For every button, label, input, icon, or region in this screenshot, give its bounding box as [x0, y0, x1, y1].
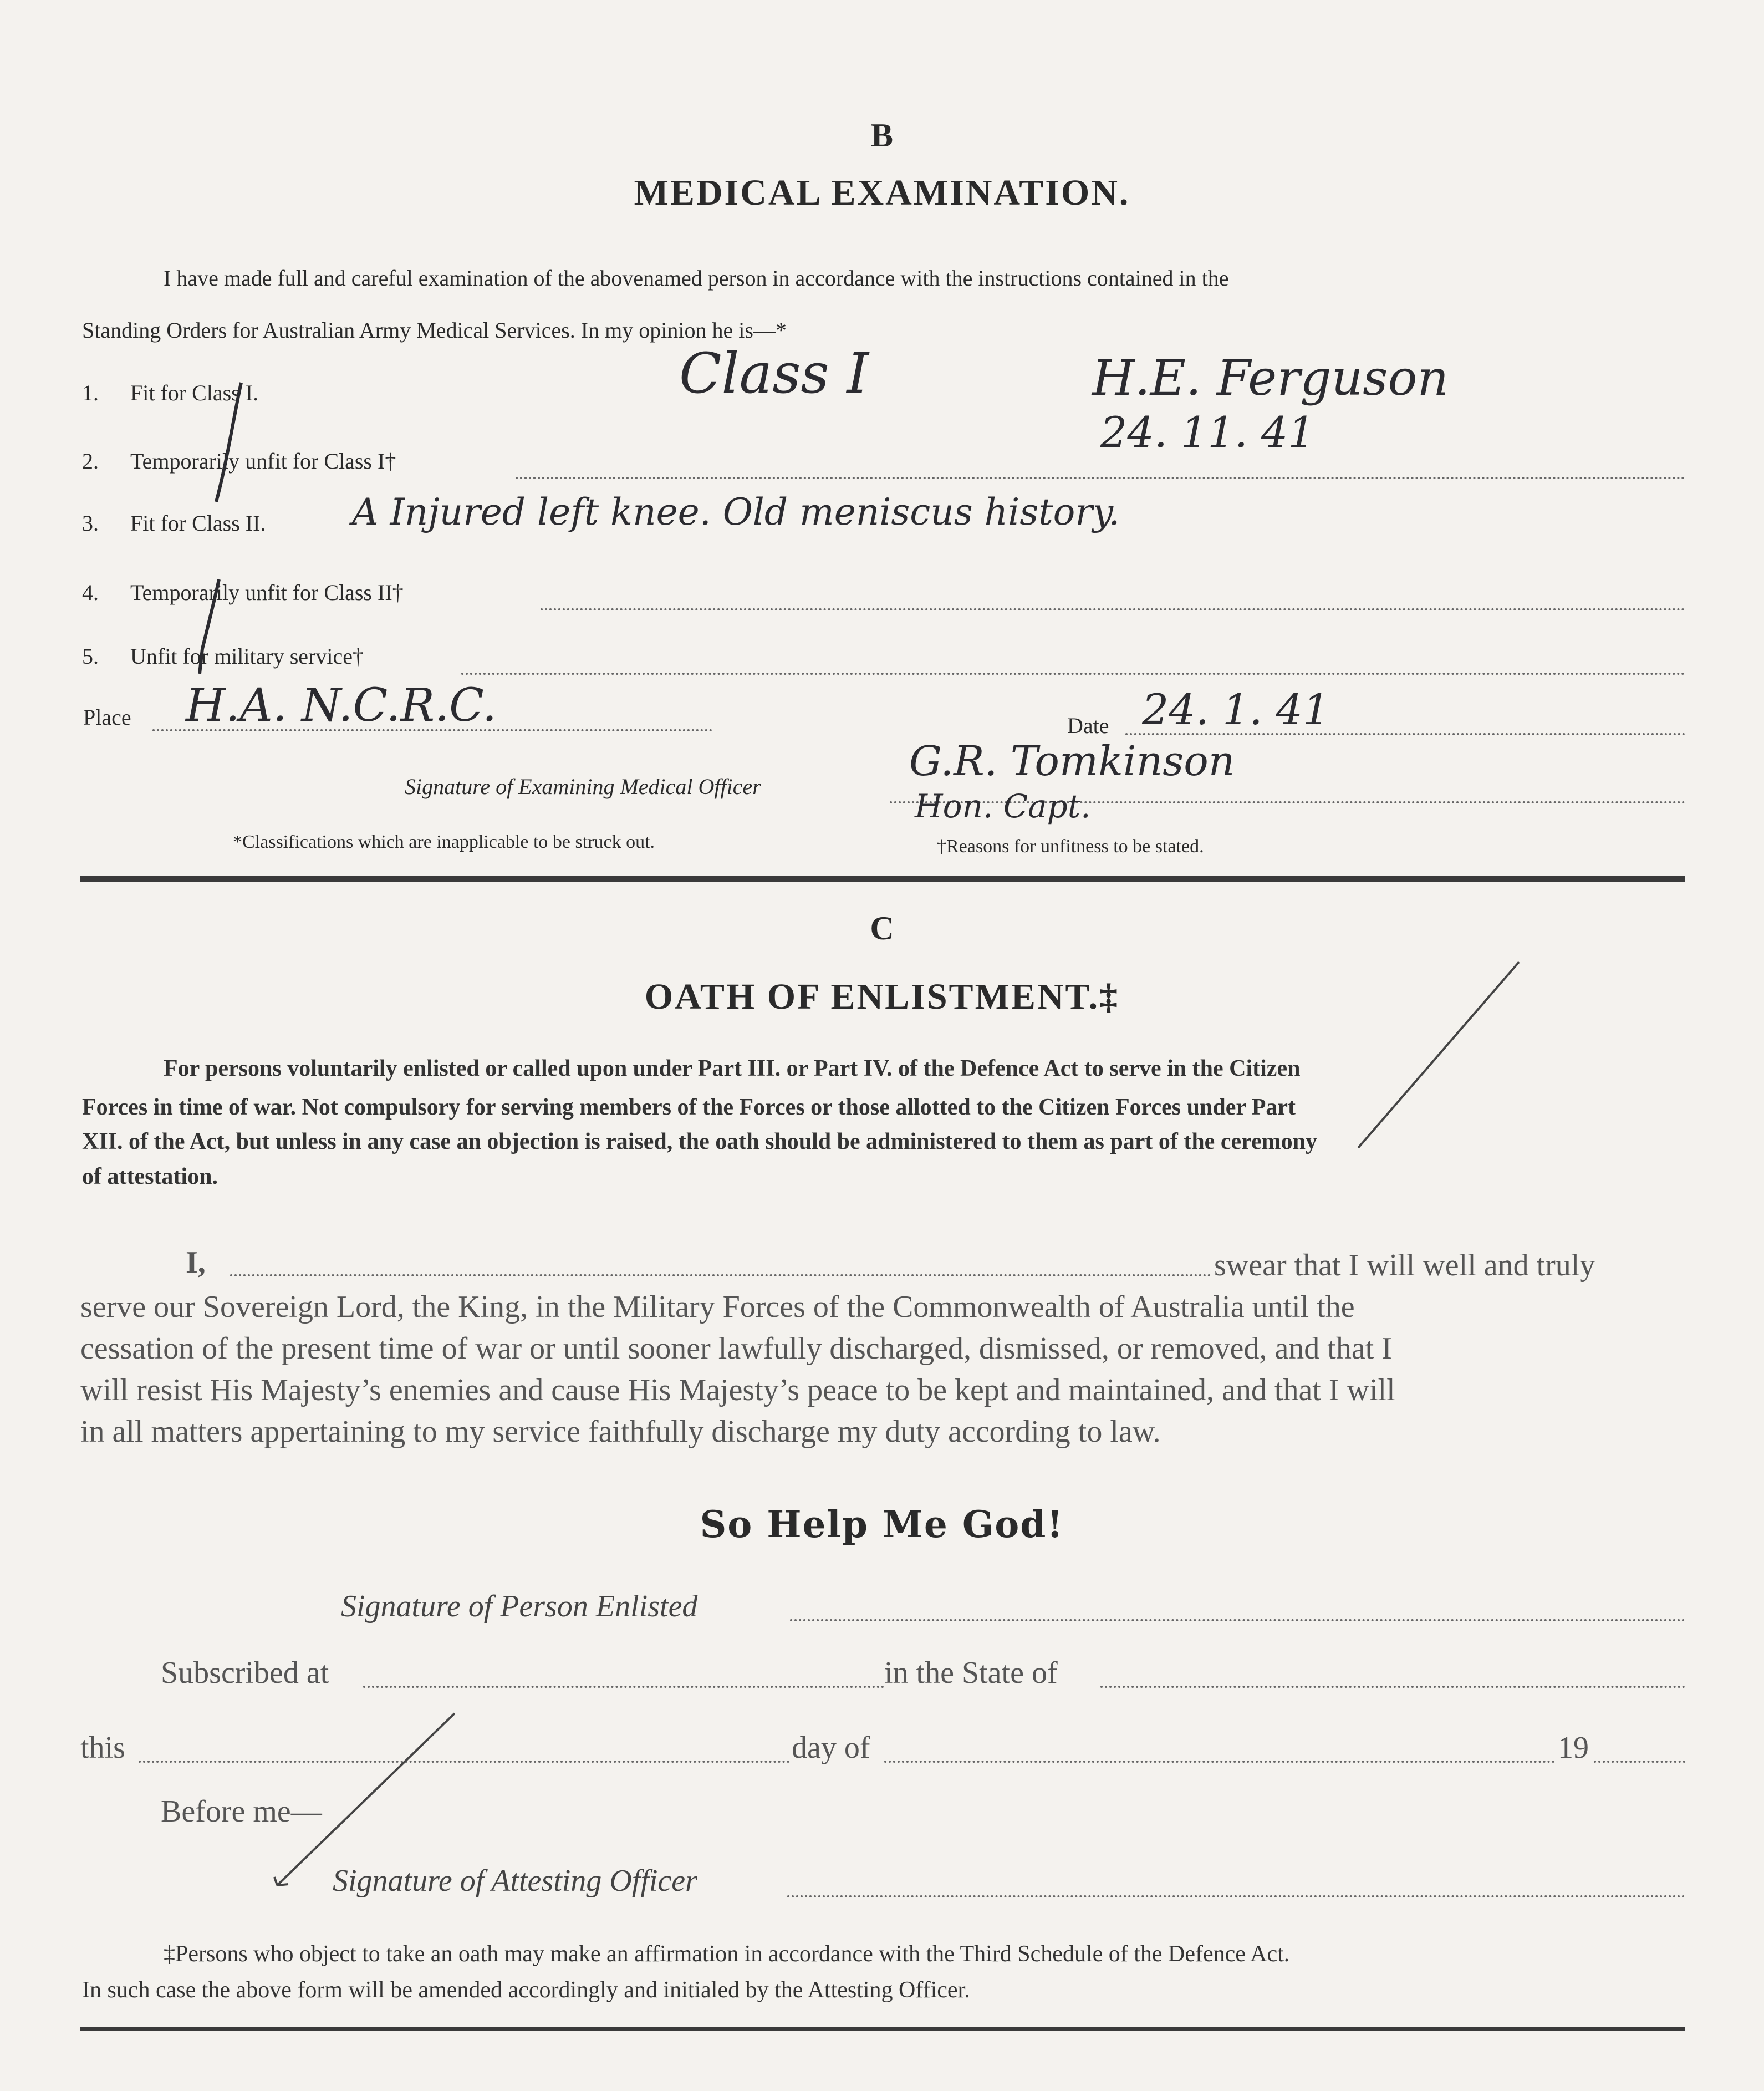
before-me-label: Before me— [161, 1794, 322, 1829]
section-c-intro-line2: Forces in time of war. Not compulsory for serving members of the Forces or those allotted to the Citizen Forces under Part [82, 1095, 1296, 1120]
footnote-classifications: *Classifications which are inapplicable to be struck out. [233, 832, 655, 852]
section-c-intro-line4: of attestation. [82, 1164, 218, 1189]
oath-line3: cessation of the present time of war or until sooner lawfully discharged, dismissed, or removed, and that I [80, 1331, 1392, 1366]
item-3-label: Fit for Class II. [130, 511, 266, 536]
examining-officer-signature-label: Signature of Examining Medical Officer [405, 774, 761, 799]
section-c-title: OATH OF ENLISTMENT.‡ [644, 976, 1120, 1017]
subscribed-at-label: Subscribed at [161, 1656, 329, 1690]
item-4-number: 4. [82, 580, 99, 605]
item-1-number: 1. [82, 380, 99, 405]
oath-line1-end: swear that I will well and truly [1214, 1248, 1595, 1283]
handwritten-date: 24. 1. 41 [1142, 685, 1330, 734]
person-enlisted-signature-label: Signature of Person Enlisted [341, 1589, 698, 1624]
affirmation-footnote-line2: In such case the above form will be amended accordingly and initialed by the Attesting Officer. [82, 1977, 970, 2003]
date-label: Date [1067, 713, 1109, 738]
handwritten-initials: H.E. Ferguson [1092, 349, 1449, 406]
item-2-number: 2. [82, 449, 99, 474]
section-c-intro-line3: XII. of the Act, but unless in any case an objection is raised, the oath should be administered to them as part of the ceremony [82, 1129, 1317, 1154]
item-5-number: 5. [82, 644, 99, 669]
item-1-label: Fit for Class I. [130, 380, 259, 405]
oath-i: I, [186, 1245, 206, 1280]
handwritten-officer-rank: Hon. Capt. [915, 787, 1091, 825]
section-b-title: MEDICAL EXAMINATION. [634, 172, 1130, 213]
so-help-me-god: So Help Me God! [700, 1503, 1064, 1546]
item-2-label: Temporarily unfit for Class I† [130, 449, 396, 474]
section-b-intro-line1: I have made full and careful examination of the abovenamed person in accordance with the instructions contained in the [164, 266, 1229, 291]
oath-line5: in all matters appertaining to my service faithfully discharge my duty according to law. [80, 1415, 1161, 1449]
section-c-intro-line1: For persons voluntarily enlisted or called upon under Part III. or Part IV. of the Defence Act to serve in the Citizen [164, 1056, 1301, 1081]
affirmation-footnote-line1: ‡Persons who object to take an oath may make an affirmation in accordance with the Third Schedule of the Defence Act. [164, 1941, 1290, 1967]
oath-line4: will resist His Majesty’s enemies and cause His Majesty’s peace to be kept and maintained, and that I will [80, 1373, 1395, 1407]
section-b-intro-line2: Standing Orders for Australian Army Medical Services. In my opinion he is—* [82, 318, 787, 343]
day-of-label: day of [792, 1731, 870, 1765]
handwritten-place: H.A. N.C.R.C. [186, 679, 497, 732]
footnote-reasons: †Reasons for unfitness to be stated. [937, 836, 1204, 857]
year-label: 19 [1558, 1731, 1589, 1765]
handwritten-initials-date: 24. 11. 41 [1100, 408, 1315, 457]
handwritten-officer-signature: G.R. Tomkinson [909, 737, 1235, 785]
place-label: Place [83, 705, 131, 730]
oath-line2: serve our Sovereign Lord, the King, in the Military Forces of the Commonwealth of Australia until the [80, 1290, 1355, 1324]
item-3-number: 3. [82, 511, 99, 536]
state-of-label: in the State of [884, 1656, 1058, 1690]
this-label: this [80, 1731, 125, 1765]
item-5-label: Unfit for military service† [130, 644, 364, 669]
handwritten-class2-note: A Injured left knee. Old meniscus history. [352, 491, 1120, 533]
attesting-officer-signature-label: Signature of Attesting Officer [333, 1864, 697, 1898]
item-4-label: Temporarily unfit for Class II† [130, 580, 404, 605]
section-b-letter: B [870, 117, 894, 154]
section-c-letter: C [870, 910, 894, 947]
handwritten-class-note: Class I [679, 341, 869, 406]
